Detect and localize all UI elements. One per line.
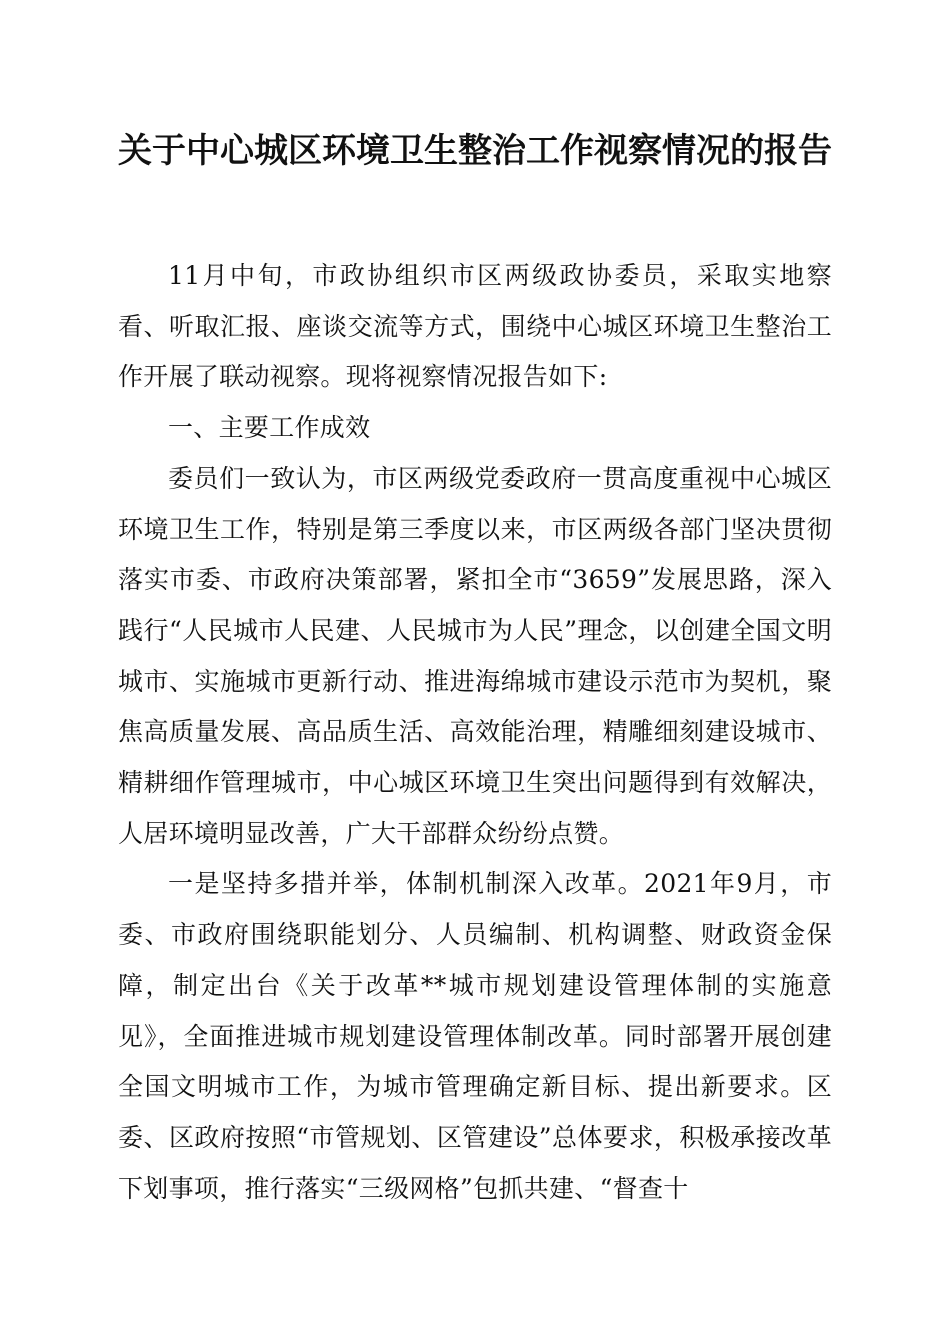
paragraph-intro: 11月中旬，市政协组织市区两级政协委员，采取实地察看、听取汇报、座谈交流等方式，围绕中心城区环境卫生整治工作开展了联动视察。现将视察情况报告如下: (118, 261, 832, 392)
document-body (118, 251, 832, 1214)
paragraph-point-one: 一是坚持多措并举，体制机制深入改革。2021年9月，市委、市政府围绕职能划分、人员编制、机构调整、财政资金保障，制定出台《关于改革**城市规划建设管理体制的实施意见》，全面推进城市规划建设管理体制改革。同时部署开展创建全国文明城市工作，为城市管理确定新目标、提出新要求。区委、区政府按照“市管规划、区管建设”总体要求，积极承接改革下划事项，推行落实“三级网格”包抓共建、“督查十 (118, 869, 832, 1203)
section-heading-main-achievements: 一、主要工作成效 (168, 413, 371, 443)
document-title: 关于中心城区环境卫生整治工作视察情况的报告 (118, 131, 832, 171)
paragraph-committee-opinion: 委员们一致认为，市区两级党委政府一贯高度重视中心城区环境卫生工作，特别是第三季度以来，市区两级各部门坚决贯彻落实市委、市政府决策部署，紧扣全市“3659”发展思路，深入践行“人民城市人民建、人民城市为人民”理念，以创建全国文明城市、实施城市更新行动、推进海绵城市建设示范市为契机，聚焦高质量发展、高品质生活、高效能治理，精雕细刻建设城市、精耕细作管理城市，中心城区环境卫生突出问题得到有效解决，人居环境明显改善，广大干部群众纷纷点赞。 (118, 463, 832, 848)
